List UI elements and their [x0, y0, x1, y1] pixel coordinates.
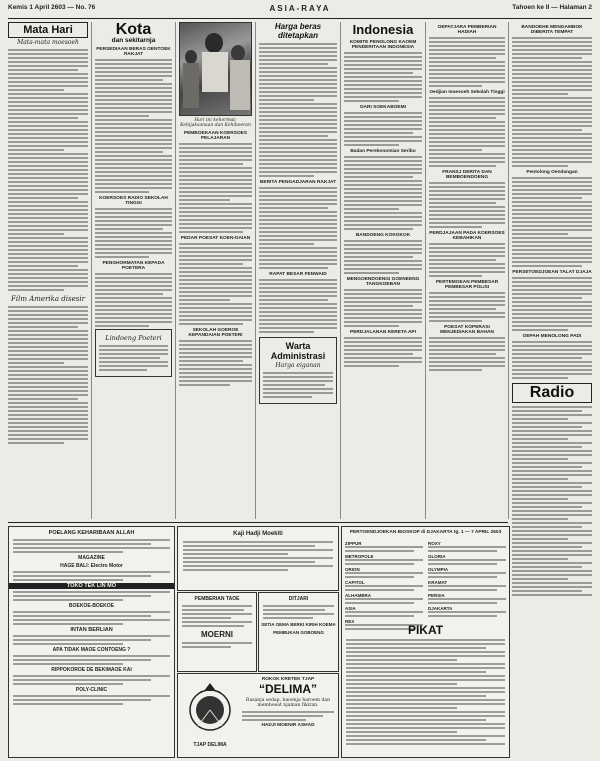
article-heading: BERITA PENGADJARAN RAKJAT	[259, 180, 337, 185]
cinema-name: PERSIA	[428, 593, 445, 598]
article-body	[512, 37, 592, 167]
article-body	[179, 243, 252, 325]
box-subtitle: Harga eiganan	[275, 362, 321, 369]
cinema-name: DJAKARTA	[428, 606, 453, 611]
cinema-name: ZIPPUR	[345, 541, 362, 546]
article-body	[95, 208, 172, 258]
ad-body	[242, 711, 334, 721]
article-heading: PEMBOEKAAN KOERSOES PELAJARAN	[183, 131, 248, 141]
article-heading: BANDOEHE MENGAMBOK DIBERITA TEMPAT	[521, 25, 583, 35]
box-title: Warta Administrasi	[270, 341, 326, 361]
cinema-body	[345, 546, 423, 552]
ad-line: PEMBUKAN GOBOENG	[273, 630, 324, 635]
ad-title: POELANG KEHARIBAAN ALLAH	[48, 530, 135, 536]
ad-line: HAGE BALI: Electro Motor	[60, 563, 123, 569]
article-heading: KOERSOES RADIO SEKOLAH TINGGI	[99, 196, 168, 206]
header-page: Tahoen ke II — Halaman 2	[512, 4, 592, 11]
column-6	[429, 22, 505, 519]
ad-line: BOEKOE-BOEKOE	[68, 603, 114, 609]
article-heading: PERSETOEDJOEAN TALAT DJAJA	[512, 270, 592, 275]
ad-title: PEMBERIAN TAOE	[194, 596, 240, 602]
article-body	[259, 187, 337, 269]
ad-body	[9, 675, 174, 685]
article-heading: PENGHORMATAN KEPADA POETERA	[102, 261, 165, 271]
article-body	[429, 182, 505, 228]
cinema-body	[345, 611, 423, 617]
ad-line: INTAN BERLIAN	[70, 627, 113, 633]
article-heading: FRANSJ DERITA DAN BEMBOENDOENG	[442, 170, 492, 180]
photo-figures	[180, 23, 252, 115]
cinema-body	[345, 559, 423, 565]
cinema-name: METROPOLE	[345, 554, 374, 559]
article-heading: BANDOENG KOKOKOK	[355, 233, 411, 238]
article-heading: SEKOLAH GOEROE KEPANDAIAN POETERI	[188, 328, 243, 338]
cinema-name: OLYMPIA	[428, 567, 449, 572]
article-body	[512, 277, 592, 331]
column-rule	[425, 22, 426, 519]
ad-line: TOKO TEK LIN MO	[9, 583, 174, 589]
ad-body	[178, 605, 256, 627]
ad-line: POLY-CLINIC	[75, 687, 108, 693]
ad-body	[9, 591, 174, 601]
article-body	[179, 340, 252, 386]
header-date: Kemis 1 April 2603 — No. 76	[8, 4, 96, 11]
cinema-column	[428, 541, 506, 619]
article-heading: Oedjian moesoeh Sekolah Tinggi	[429, 90, 505, 95]
ad-body	[259, 605, 338, 619]
small-ad	[177, 592, 257, 672]
radio-title: Radio	[512, 383, 592, 403]
radio-schedule	[512, 406, 592, 596]
article-body	[429, 243, 505, 277]
delima-maker: HADJI MOENIR ASHAD	[261, 723, 315, 728]
ad-title: DITJARI	[288, 596, 309, 602]
box-title: Lindoeng Poeteri	[105, 334, 162, 342]
cinema-body	[345, 585, 423, 591]
cinema-name: KRAMAT	[428, 580, 448, 585]
article-heading: DARI SOEKABOEMI	[360, 105, 406, 110]
cinema-body	[345, 598, 423, 604]
cinema-name: CAPITOL	[345, 580, 365, 585]
cinema-body	[428, 546, 506, 552]
article-heading: Pentolong Oendangan	[526, 170, 578, 175]
ad-body	[9, 635, 174, 645]
cinema-body	[428, 559, 506, 565]
masthead: ASIA-RAYA	[269, 4, 331, 13]
pikat-title: PIKAT	[407, 623, 444, 637]
section-title: Indonesia	[352, 22, 414, 37]
column-rule	[340, 22, 341, 519]
article-body	[95, 273, 172, 327]
article-body	[344, 112, 422, 146]
ad-body	[9, 539, 174, 553]
delima-brand: “DELIMA”	[259, 682, 317, 696]
column-mata-hari	[8, 22, 88, 519]
ad-line: APA TIDAK MAOE CONTOENG ?	[52, 647, 131, 653]
cinema-column	[345, 541, 423, 632]
article-body	[344, 289, 422, 327]
column-rule	[91, 22, 92, 519]
box-body	[99, 345, 168, 371]
ad-body	[9, 571, 174, 581]
article-body	[8, 306, 88, 444]
hadji-ad	[177, 526, 339, 591]
cinema-body	[428, 598, 506, 604]
article-heading: PERDJAJAAN PADA KOERSOES KEBAHIKAN	[429, 231, 505, 241]
article-body	[259, 43, 337, 177]
cinema-name: REX	[345, 619, 355, 624]
delima-slogan: Rasanja sedap, baoenja haroem dan memboeat njaman fikiran.	[245, 698, 331, 708]
column-rule	[175, 22, 176, 519]
article-body	[512, 341, 592, 379]
article-heading: KOMITE PENOLONG KAOEM PENDERITAAN INDONESIA	[349, 40, 417, 50]
article-body	[259, 279, 337, 333]
delima-ad	[177, 673, 339, 758]
column-3	[179, 22, 252, 519]
article-body	[179, 143, 252, 233]
cinema-body	[345, 572, 423, 578]
cinema-title: PERTOENDJOEKAN BIOSKOP di DJAKARTA tg. 1 — 7 APRIL 2603	[349, 530, 502, 535]
cinema-listings	[341, 526, 510, 758]
article-heading: RAPAT BESAR FENWAID	[269, 272, 327, 277]
article-body	[344, 52, 422, 102]
cinema-body	[428, 611, 506, 617]
column-4	[259, 22, 337, 519]
ad-body	[9, 611, 174, 625]
article-body	[8, 49, 88, 291]
article-body	[429, 97, 505, 167]
section-title: Kota	[115, 22, 152, 38]
delima-logo-label: TJAP DELIMA	[193, 742, 227, 748]
article-heading: PEDAR POESAT KOEN-DAIAN	[180, 236, 251, 241]
ad-brand: MOERNI	[201, 630, 233, 639]
classified-ads	[8, 526, 175, 758]
delima-logo	[182, 678, 238, 748]
article-body	[344, 156, 422, 230]
cinema-name: ALHAMBRA	[345, 593, 371, 598]
article-heading: PERDJALANAN KERETA API	[350, 330, 416, 335]
ad-body	[178, 541, 338, 571]
ad-body	[9, 695, 174, 705]
article-heading: PERTEMOEAN PEMBESAR PEMBESAR POLISI	[435, 280, 499, 290]
small-ad	[258, 592, 339, 672]
photo-caption: Hari ini kehormat: Kebijaksanaan dan Kehiboeran	[180, 118, 251, 128]
article-body	[344, 240, 422, 274]
warta-box	[259, 337, 337, 404]
column-7	[512, 22, 592, 761]
delima-tagline: ROKOK KRETEK TJAP	[261, 677, 315, 682]
pikat-body	[346, 639, 505, 747]
article-heading: OEPAH MENOLONG PADI	[522, 334, 582, 339]
column-indonesia	[344, 22, 422, 519]
page-header	[8, 2, 592, 19]
poetri-box	[95, 329, 172, 377]
cinema-name: ASIA	[345, 606, 356, 611]
article-heading: Film Amerika disesir	[11, 295, 85, 303]
cinema-name: ORION	[345, 567, 360, 572]
ad-line: RIPPOKOROE DE BEKIMAOE KAI	[51, 667, 132, 673]
news-photo	[179, 22, 252, 116]
section-subtitle: dan sekitarnja	[111, 37, 156, 44]
pomegranate-icon	[182, 678, 238, 738]
article-body	[429, 37, 505, 87]
section-title: Mata Hari	[8, 22, 88, 38]
article-heading: MENGOENDOENGI GOENEENG TANGKOEBAN	[346, 277, 420, 287]
cinema-name: ROXY	[428, 541, 441, 546]
article-body	[512, 177, 592, 267]
ad-line: MAGAZINE	[78, 555, 105, 561]
section-subtitle: Mata-mata moesoeh	[17, 39, 79, 46]
article-body	[344, 337, 422, 367]
cinema-body	[428, 572, 506, 578]
delima-text-block	[242, 677, 334, 728]
ads-separator	[8, 522, 508, 523]
column-rule	[255, 22, 256, 519]
ad-title: Kaji Hadji Moekiti	[233, 531, 283, 537]
article-body	[95, 59, 172, 193]
cinema-name: GLORIA	[428, 554, 446, 559]
article-heading: POESAT KOPERASI MENJEDIAKAN BAHAN	[440, 325, 494, 335]
article-body	[429, 337, 505, 371]
ad-line: SETIA OEMA BERKI KIRIH KOEMA	[261, 622, 336, 627]
cinema-body	[428, 585, 506, 591]
column-kota	[95, 22, 172, 519]
ad-body	[9, 655, 174, 665]
article-heading: PERSEDIAAN BERAS OENTOEK RAKJAT	[96, 47, 171, 57]
column-rule	[508, 22, 509, 519]
article-body	[429, 292, 505, 322]
section-title: Harga beras ditetapkan	[274, 22, 322, 40]
box-body	[263, 372, 333, 398]
ad-body	[178, 642, 256, 648]
article-heading: OEPATJARA PEMBERIAN HADIAH	[437, 25, 497, 35]
article-heading: Badan Perekonomian Seribu	[350, 149, 416, 154]
